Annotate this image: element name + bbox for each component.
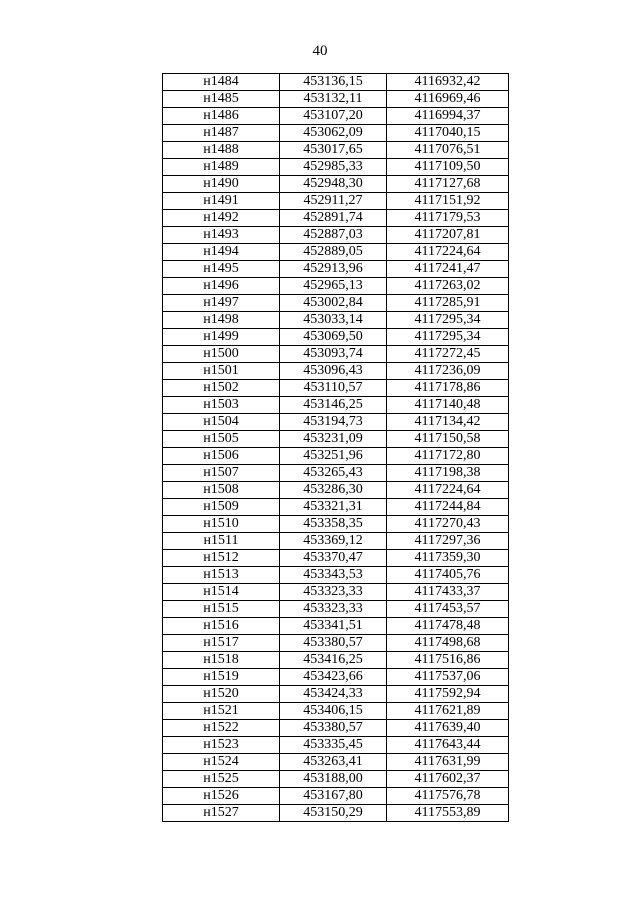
y-coordinate-cell: 4117478,48: [387, 618, 509, 635]
y-coordinate-cell: 4116969,46: [387, 91, 509, 108]
y-coordinate-cell: 4116994,37: [387, 108, 509, 125]
y-coordinate-cell: 4117405,76: [387, 567, 509, 584]
table-row: [163, 193, 509, 210]
x-coordinate-cell: 453062,09: [280, 125, 387, 142]
y-coordinate-cell: 4117433,37: [387, 584, 509, 601]
table-row: [163, 448, 509, 465]
y-coordinate-cell: 4117150,58: [387, 431, 509, 448]
x-coordinate-cell: 453335,45: [280, 737, 387, 754]
table-row: [163, 414, 509, 431]
y-coordinate-cell: 4117179,53: [387, 210, 509, 227]
coordinates-table: [162, 73, 509, 822]
table-row: [163, 397, 509, 414]
x-coordinate-cell: 453188,00: [280, 771, 387, 788]
y-coordinate-cell: 4117076,51: [387, 142, 509, 159]
point-id-cell: н1507: [163, 465, 280, 482]
table-row: [163, 584, 509, 601]
y-coordinate-cell: 4117244,84: [387, 499, 509, 516]
x-coordinate-cell: 453286,30: [280, 482, 387, 499]
y-coordinate-cell: 4117241,47: [387, 261, 509, 278]
table-row: [163, 754, 509, 771]
x-coordinate-cell: 453265,43: [280, 465, 387, 482]
x-coordinate-cell: 453150,29: [280, 805, 387, 822]
point-id-cell: н1493: [163, 227, 280, 244]
point-id-cell: н1518: [163, 652, 280, 669]
y-coordinate-cell: 4117553,89: [387, 805, 509, 822]
y-coordinate-cell: 4117178,86: [387, 380, 509, 397]
y-coordinate-cell: 4117516,86: [387, 652, 509, 669]
table-row: [163, 482, 509, 499]
x-coordinate-cell: 453416,25: [280, 652, 387, 669]
point-id-cell: н1484: [163, 74, 280, 91]
table-row: [163, 363, 509, 380]
y-coordinate-cell: 4117576,78: [387, 788, 509, 805]
x-coordinate-cell: 453406,15: [280, 703, 387, 720]
y-coordinate-cell: 4117224,64: [387, 482, 509, 499]
point-id-cell: н1506: [163, 448, 280, 465]
x-coordinate-cell: 453069,50: [280, 329, 387, 346]
table-row: [163, 312, 509, 329]
coordinates-table-body: [163, 74, 509, 822]
point-id-cell: н1502: [163, 380, 280, 397]
table-row: [163, 227, 509, 244]
x-coordinate-cell: 453017,65: [280, 142, 387, 159]
y-coordinate-cell: 4117127,68: [387, 176, 509, 193]
table-row: [163, 669, 509, 686]
point-id-cell: н1498: [163, 312, 280, 329]
table-row: [163, 142, 509, 159]
x-coordinate-cell: 453341,51: [280, 618, 387, 635]
table-row: [163, 703, 509, 720]
x-coordinate-cell: 453370,47: [280, 550, 387, 567]
y-coordinate-cell: 4117272,45: [387, 346, 509, 363]
x-coordinate-cell: 453146,25: [280, 397, 387, 414]
point-id-cell: н1514: [163, 584, 280, 601]
point-id-cell: н1519: [163, 669, 280, 686]
y-coordinate-cell: 4117297,36: [387, 533, 509, 550]
x-coordinate-cell: 453096,43: [280, 363, 387, 380]
y-coordinate-cell: 4117151,92: [387, 193, 509, 210]
table-row: [163, 533, 509, 550]
table-row: [163, 652, 509, 669]
page-number: 40: [312, 43, 328, 59]
point-id-cell: н1523: [163, 737, 280, 754]
point-id-cell: н1494: [163, 244, 280, 261]
table-row: [163, 771, 509, 788]
table-row: [163, 380, 509, 397]
x-coordinate-cell: 453110,57: [280, 380, 387, 397]
point-id-cell: н1495: [163, 261, 280, 278]
table-row: [163, 618, 509, 635]
x-coordinate-cell: 452889,05: [280, 244, 387, 261]
y-coordinate-cell: 4117639,40: [387, 720, 509, 737]
table-row: [163, 261, 509, 278]
x-coordinate-cell: 453194,73: [280, 414, 387, 431]
table-row: [163, 686, 509, 703]
y-coordinate-cell: 4117631,99: [387, 754, 509, 771]
y-coordinate-cell: 4117236,09: [387, 363, 509, 380]
y-coordinate-cell: 4116932,42: [387, 74, 509, 91]
y-coordinate-cell: 4117207,81: [387, 227, 509, 244]
point-id-cell: н1508: [163, 482, 280, 499]
table-row: [163, 74, 509, 91]
y-coordinate-cell: 4117498,68: [387, 635, 509, 652]
y-coordinate-cell: 4117295,34: [387, 312, 509, 329]
point-id-cell: н1522: [163, 720, 280, 737]
point-id-cell: н1524: [163, 754, 280, 771]
point-id-cell: н1510: [163, 516, 280, 533]
table-row: [163, 159, 509, 176]
table-row: [163, 737, 509, 754]
y-coordinate-cell: 4117285,91: [387, 295, 509, 312]
y-coordinate-cell: 4117643,44: [387, 737, 509, 754]
y-coordinate-cell: 4117198,38: [387, 465, 509, 482]
table-row: [163, 805, 509, 822]
point-id-cell: н1496: [163, 278, 280, 295]
x-coordinate-cell: 453323,33: [280, 601, 387, 618]
x-coordinate-cell: 453231,09: [280, 431, 387, 448]
table-row: [163, 499, 509, 516]
x-coordinate-cell: 452891,74: [280, 210, 387, 227]
point-id-cell: н1500: [163, 346, 280, 363]
table-row: [163, 210, 509, 227]
table-row: [163, 635, 509, 652]
point-id-cell: н1490: [163, 176, 280, 193]
point-id-cell: н1505: [163, 431, 280, 448]
x-coordinate-cell: 453251,96: [280, 448, 387, 465]
y-coordinate-cell: 4117224,64: [387, 244, 509, 261]
table-row: [163, 176, 509, 193]
x-coordinate-cell: 452911,27: [280, 193, 387, 210]
x-coordinate-cell: 453380,57: [280, 635, 387, 652]
x-coordinate-cell: 453343,53: [280, 567, 387, 584]
point-id-cell: н1499: [163, 329, 280, 346]
point-id-cell: н1511: [163, 533, 280, 550]
point-id-cell: н1486: [163, 108, 280, 125]
x-coordinate-cell: 453132,11: [280, 91, 387, 108]
point-id-cell: н1497: [163, 295, 280, 312]
x-coordinate-cell: 452985,33: [280, 159, 387, 176]
x-coordinate-cell: 453107,20: [280, 108, 387, 125]
x-coordinate-cell: 453093,74: [280, 346, 387, 363]
table-row: [163, 278, 509, 295]
table-row: [163, 431, 509, 448]
x-coordinate-cell: 452887,03: [280, 227, 387, 244]
y-coordinate-cell: 4117109,50: [387, 159, 509, 176]
point-id-cell: н1504: [163, 414, 280, 431]
x-coordinate-cell: 453263,41: [280, 754, 387, 771]
y-coordinate-cell: 4117270,43: [387, 516, 509, 533]
point-id-cell: н1501: [163, 363, 280, 380]
x-coordinate-cell: 453033,14: [280, 312, 387, 329]
table-row: [163, 516, 509, 533]
table-row: [163, 108, 509, 125]
x-coordinate-cell: 453380,57: [280, 720, 387, 737]
point-id-cell: н1525: [163, 771, 280, 788]
x-coordinate-cell: 453321,31: [280, 499, 387, 516]
table-row: [163, 91, 509, 108]
point-id-cell: н1492: [163, 210, 280, 227]
table-row: [163, 329, 509, 346]
x-coordinate-cell: 453002,84: [280, 295, 387, 312]
point-id-cell: н1527: [163, 805, 280, 822]
table-row: [163, 550, 509, 567]
y-coordinate-cell: 4117359,30: [387, 550, 509, 567]
point-id-cell: н1515: [163, 601, 280, 618]
table-row: [163, 567, 509, 584]
y-coordinate-cell: 4117040,15: [387, 125, 509, 142]
point-id-cell: н1488: [163, 142, 280, 159]
point-id-cell: н1489: [163, 159, 280, 176]
point-id-cell: н1516: [163, 618, 280, 635]
y-coordinate-cell: 4117295,34: [387, 329, 509, 346]
table-row: [163, 346, 509, 363]
x-coordinate-cell: 453423,66: [280, 669, 387, 686]
table-row: [163, 465, 509, 482]
x-coordinate-cell: 453358,35: [280, 516, 387, 533]
x-coordinate-cell: 453136,15: [280, 74, 387, 91]
table-row: [163, 125, 509, 142]
y-coordinate-cell: 4117263,02: [387, 278, 509, 295]
x-coordinate-cell: 452965,13: [280, 278, 387, 295]
point-id-cell: н1503: [163, 397, 280, 414]
table-row: [163, 601, 509, 618]
point-id-cell: н1487: [163, 125, 280, 142]
point-id-cell: н1485: [163, 91, 280, 108]
x-coordinate-cell: 452913,96: [280, 261, 387, 278]
x-coordinate-cell: 453323,33: [280, 584, 387, 601]
point-id-cell: н1513: [163, 567, 280, 584]
y-coordinate-cell: 4117592,94: [387, 686, 509, 703]
x-coordinate-cell: 452948,30: [280, 176, 387, 193]
point-id-cell: н1517: [163, 635, 280, 652]
point-id-cell: н1520: [163, 686, 280, 703]
y-coordinate-cell: 4117453,57: [387, 601, 509, 618]
table-row: [163, 295, 509, 312]
y-coordinate-cell: 4117621,89: [387, 703, 509, 720]
table-row: [163, 244, 509, 261]
y-coordinate-cell: 4117537,06: [387, 669, 509, 686]
y-coordinate-cell: 4117172,80: [387, 448, 509, 465]
point-id-cell: н1526: [163, 788, 280, 805]
x-coordinate-cell: 453424,33: [280, 686, 387, 703]
point-id-cell: н1509: [163, 499, 280, 516]
y-coordinate-cell: 4117140,48: [387, 397, 509, 414]
point-id-cell: н1521: [163, 703, 280, 720]
table-row: [163, 720, 509, 737]
x-coordinate-cell: 453167,80: [280, 788, 387, 805]
y-coordinate-cell: 4117602,37: [387, 771, 509, 788]
table-row: [163, 788, 509, 805]
x-coordinate-cell: 453369,12: [280, 533, 387, 550]
point-id-cell: н1512: [163, 550, 280, 567]
point-id-cell: н1491: [163, 193, 280, 210]
y-coordinate-cell: 4117134,42: [387, 414, 509, 431]
